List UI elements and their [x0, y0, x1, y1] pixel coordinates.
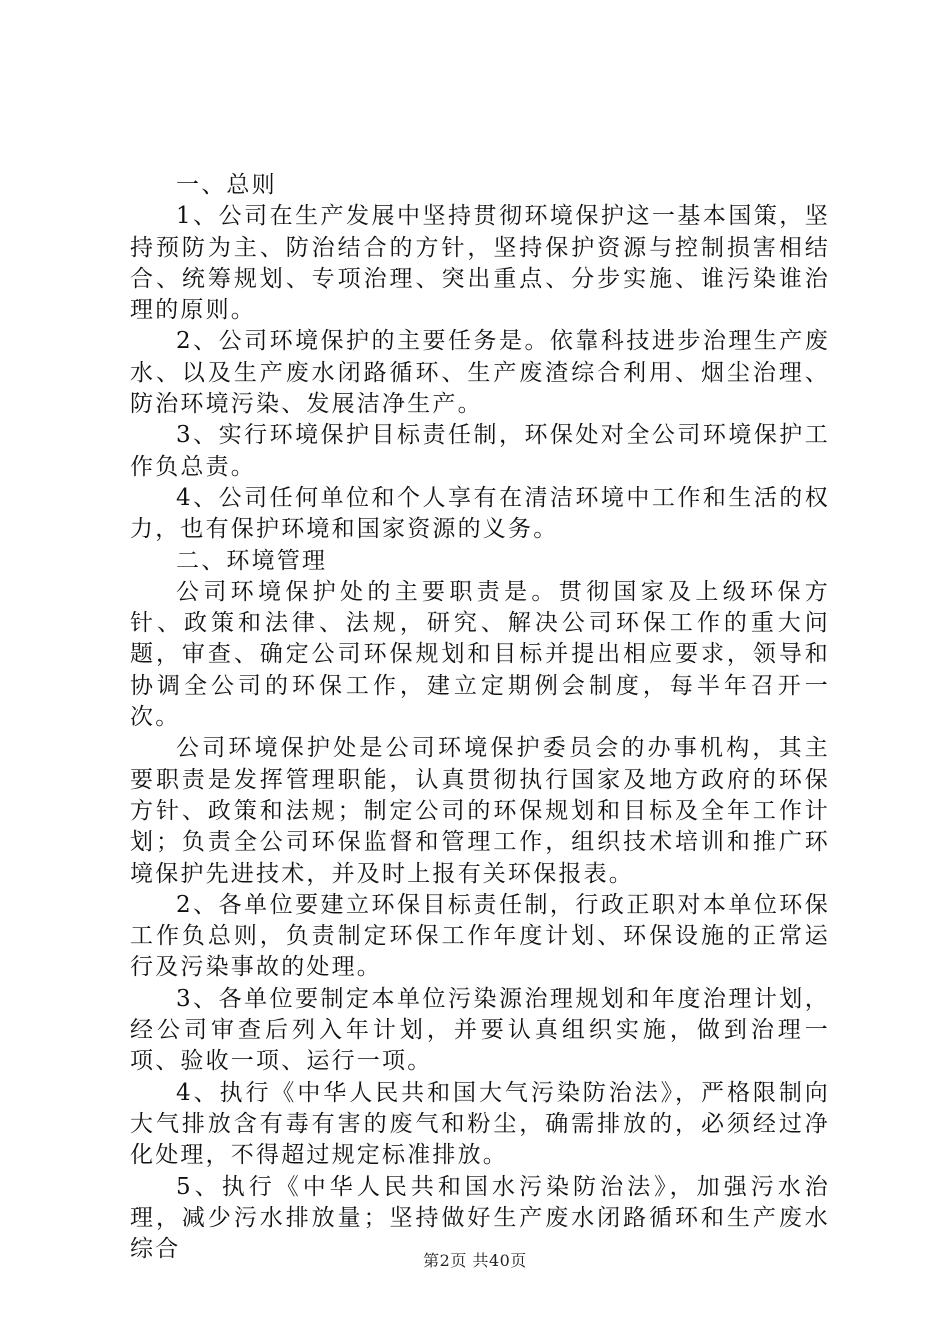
paragraph: 2、公司环境保护的主要任务是。依靠科技进步治理生产废水、以及生产废水闭路循环、生产废渣综合利用、烟尘治理、防治环境污染、发展洁净生产。 [130, 328, 830, 418]
paragraph: 4、执行《中华人民共和国大气污染防治法》，严格限制向大气排放含有毒有害的废气和粉尘，确需排放的，必须经过净化处理，不得超过规定标准排放。 [130, 1079, 830, 1169]
section-heading-general: 一、总则 [176, 172, 277, 198]
section-heading-management: 二、环境管理 [176, 547, 328, 574]
paragraph: 2、各单位要建立环保目标责任制，行政正职对本单位环保工作负总则，负责制定环保工作年度计划、环保设施的正常运行及污染事故的处理。 [130, 891, 830, 981]
paragraph: 公司环境保护处是公司环境保护委员会的办事机构，其主要职责是发挥管理职能，认真贯彻执行国家及地方政府的环保方针、政策和法规；制定公司的环保规划和目标及全年工作计划；负责全公司环保监督和管理工作，组织技术培训和推广环境保护先进技术，并及时上报有关环保报表。 [130, 735, 830, 887]
paragraph: 1、公司在生产发展中坚持贯彻环境保护这一基本国策，坚持预防为主、防治结合的方针，坚持保护资源与控制损害相结合、统筹规划、专项治理、突出重点、分步实施、谁污染谁治理的原则。 [130, 203, 830, 324]
page-number-footer: 第2页 共40页 [423, 1251, 527, 1270]
paragraph: 4、公司任何单位和个人享有在清洁环境中工作和生活的权力，也有保护环境和国家资源的义务。 [130, 484, 830, 543]
paragraph: 公司环境保护处的主要职责是。贯彻国家及上级环保方针、政策和法律、法规，研究、解决公司环保工作的重大问题，审查、确定公司环保规划和目标并提出相应要求，领导和协调全公司的环保工作，建立定期例会制度，每半年召开一次。 [130, 578, 830, 731]
paragraph: 3、各单位要制定本单位污染源治理规划和年度治理计划，经公司审查后列入年计划，并要认真组织实施，做到治理一项、验收一项、运行一项。 [130, 985, 830, 1075]
document-body [130, 170, 830, 1265]
paragraph: 3、实行环境保护目标责任制，环保处对全公司环境保护工作负总责。 [130, 422, 830, 480]
paragraph: 5、执行《中华人民共和国水污染防治法》，加强污水治理，减少污水排放量；坚持做好生产废水闭路循环和生产废水综合 [130, 1173, 830, 1263]
